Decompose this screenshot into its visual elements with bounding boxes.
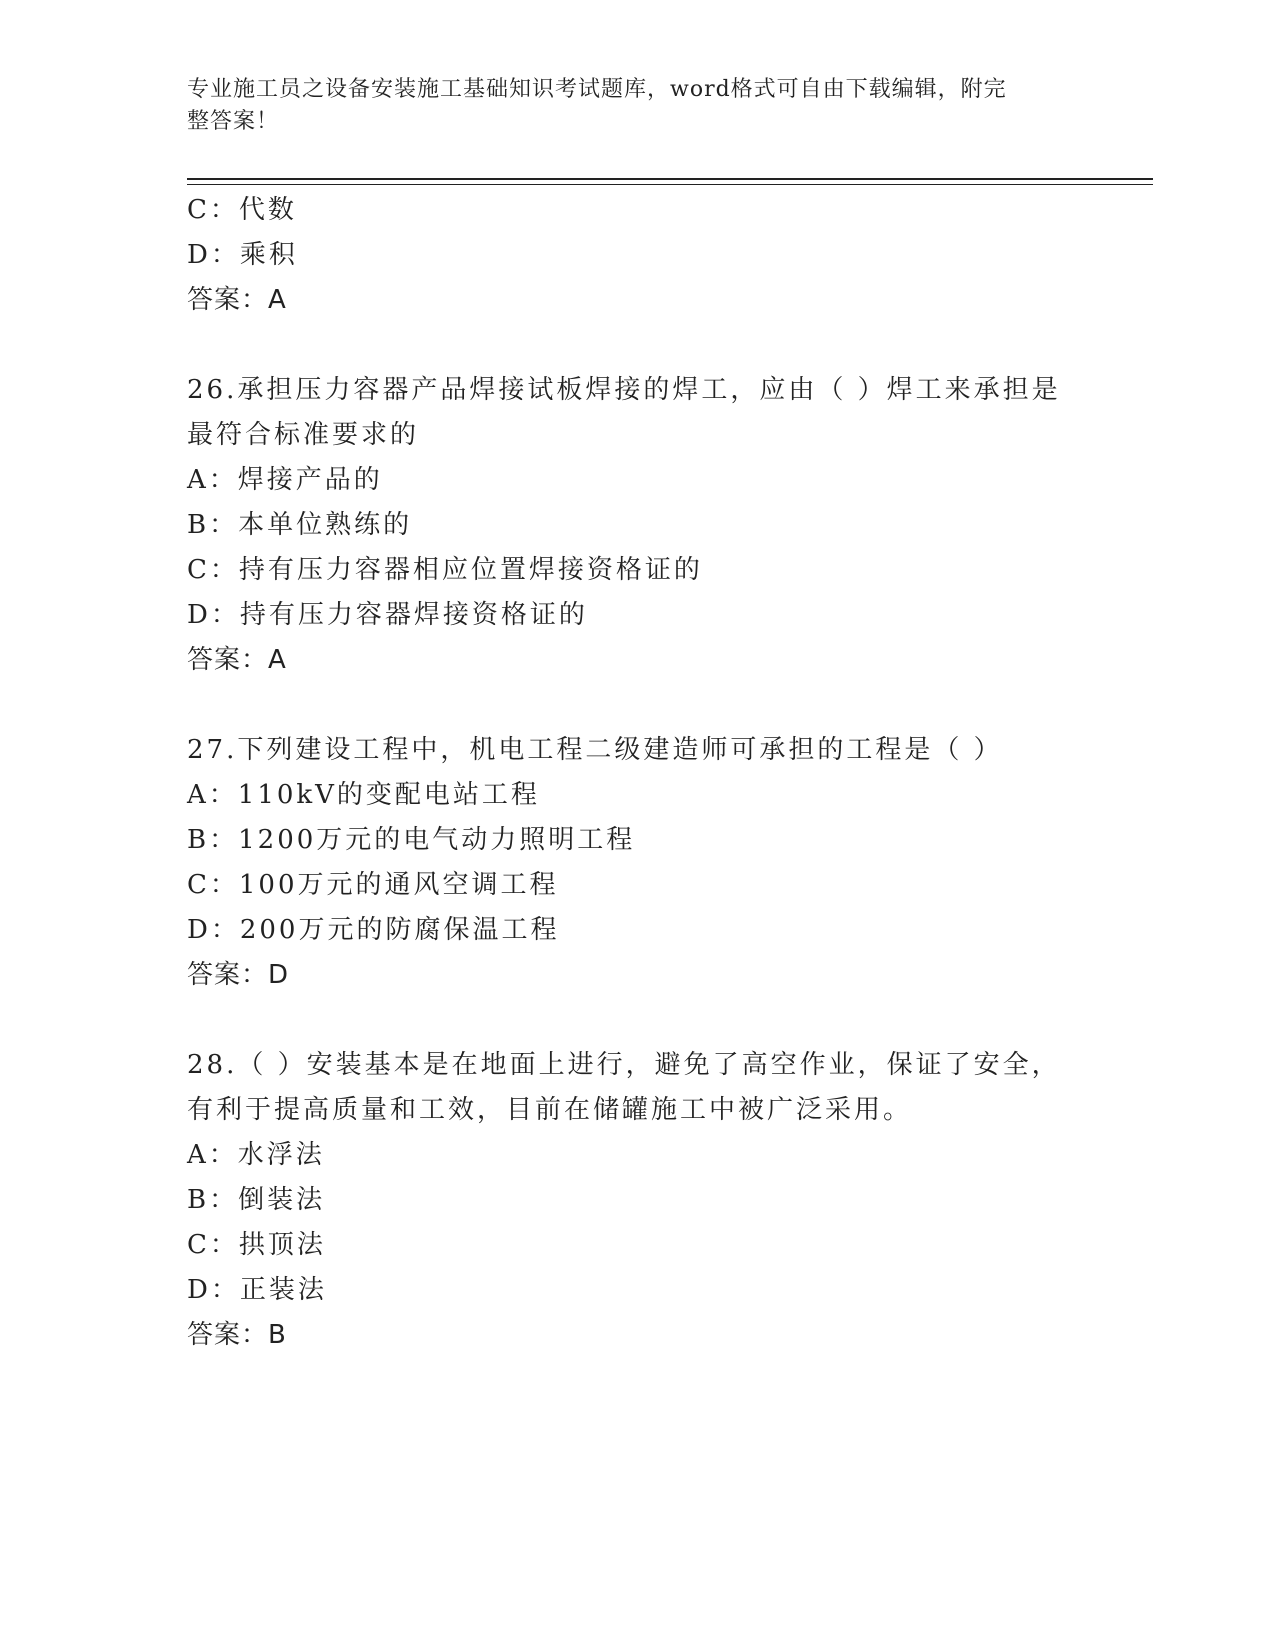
header-divider-thick: [187, 178, 1153, 180]
q26-option-d: D：持有压力容器焊接资格证的: [187, 600, 588, 630]
q28-option-b: B：倒装法: [187, 1185, 326, 1215]
q27-option-b: B：1200万元的电气动力照明工程: [187, 825, 636, 855]
q26-option-b: B：本单位熟练的: [187, 510, 413, 540]
q26-option-a: A：焊接产品的: [187, 465, 383, 495]
q28-option-c: C：拱顶法: [187, 1230, 326, 1260]
q27-option-a: A：110kV的变配电站工程: [187, 780, 540, 810]
q27-option-c: C：100万元的通风空调工程: [187, 870, 559, 900]
q28-option-d: D：正装法: [187, 1275, 327, 1305]
q26-stem-line-1: 26.承担压力容器产品焊接试板焊接的焊工，应由（ ）焊工来承担是: [187, 375, 1061, 405]
q25-option-d: D：乘积: [187, 240, 298, 270]
q28-answer: 答案：B: [187, 1320, 287, 1350]
q25-answer: 答案：A: [187, 285, 287, 315]
header-line-2: 整答案！: [187, 109, 280, 134]
q26-option-c: C：持有压力容器相应位置焊接资格证的: [187, 555, 703, 585]
q28-stem-line-1: 28.（ ）安装基本是在地面上进行，避免了高空作业，保证了安全，: [187, 1050, 1061, 1080]
header-divider-thin: [187, 184, 1153, 185]
q26-stem-line-2: 最符合标准要求的: [187, 420, 420, 450]
q27-option-d: D：200万元的防腐保温工程: [187, 915, 560, 945]
q28-option-a: A：水浮法: [187, 1140, 325, 1170]
q27-answer: 答案：D: [187, 960, 290, 990]
q25-option-c: C：代数: [187, 195, 297, 225]
q27-stem-line-1: 27.下列建设工程中，机电工程二级建造师可承担的工程是（ ）: [187, 735, 1003, 765]
q28-stem-line-2: 有利于提高质量和工效，目前在储罐施工中被广泛采用。: [187, 1095, 913, 1125]
header-line-1: 专业施工员之设备安装施工基础知识考试题库，word格式可自由下载编辑，附完: [187, 77, 1007, 102]
document-header: [187, 74, 1067, 138]
q26-answer: 答案：A: [187, 645, 287, 675]
